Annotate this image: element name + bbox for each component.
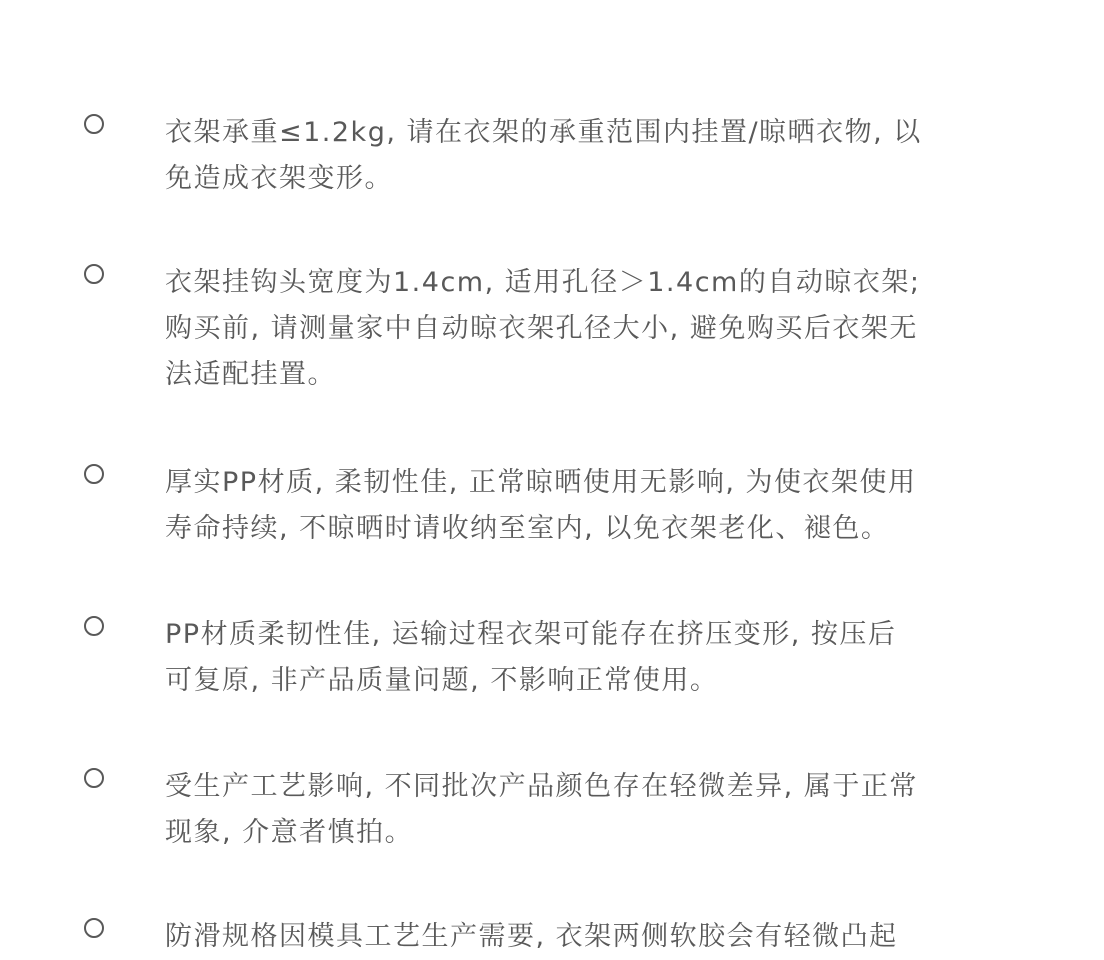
circle-bullet-icon — [84, 768, 104, 788]
note-text: 衣架承重≤1.2kg, 请在衣架的承重范围内挂置/晾晒衣物, 以 免造成衣架变形。 — [165, 117, 922, 194]
circle-bullet-icon — [84, 616, 104, 636]
circle-bullet-icon — [84, 114, 104, 134]
note-text: 厚实PP材质, 柔韧性佳, 正常晾晒使用无影响, 为使衣架使用 寿命持续, 不晾晒时请收纳至室内, 以免衣架老化、褪色。 — [165, 467, 917, 544]
circle-bullet-icon — [84, 918, 104, 938]
circle-bullet-icon — [84, 264, 104, 284]
note-text: 防滑规格因模具工艺生产需要, 衣架两侧软胶会有轻微凸起 — [165, 921, 898, 952]
note-text: 受生产工艺影响, 不同批次产品颜色存在轻微差异, 属于正常 现象, 介意者慎拍。 — [165, 771, 918, 848]
note-text: 衣架挂钩头宽度为1.4cm, 适用孔径＞1.4cm的自动晾衣架; 购买前, 请测量家中自动晾衣架孔径大小, 避免购买后衣架无 法适配挂置。 — [165, 267, 921, 390]
note-text: PP材质柔韧性佳, 运输过程衣架可能存在挤压变形, 按压后 可复原, 非产品质量问题, 不影响正常使用。 — [165, 619, 897, 696]
circle-bullet-icon — [84, 464, 104, 484]
